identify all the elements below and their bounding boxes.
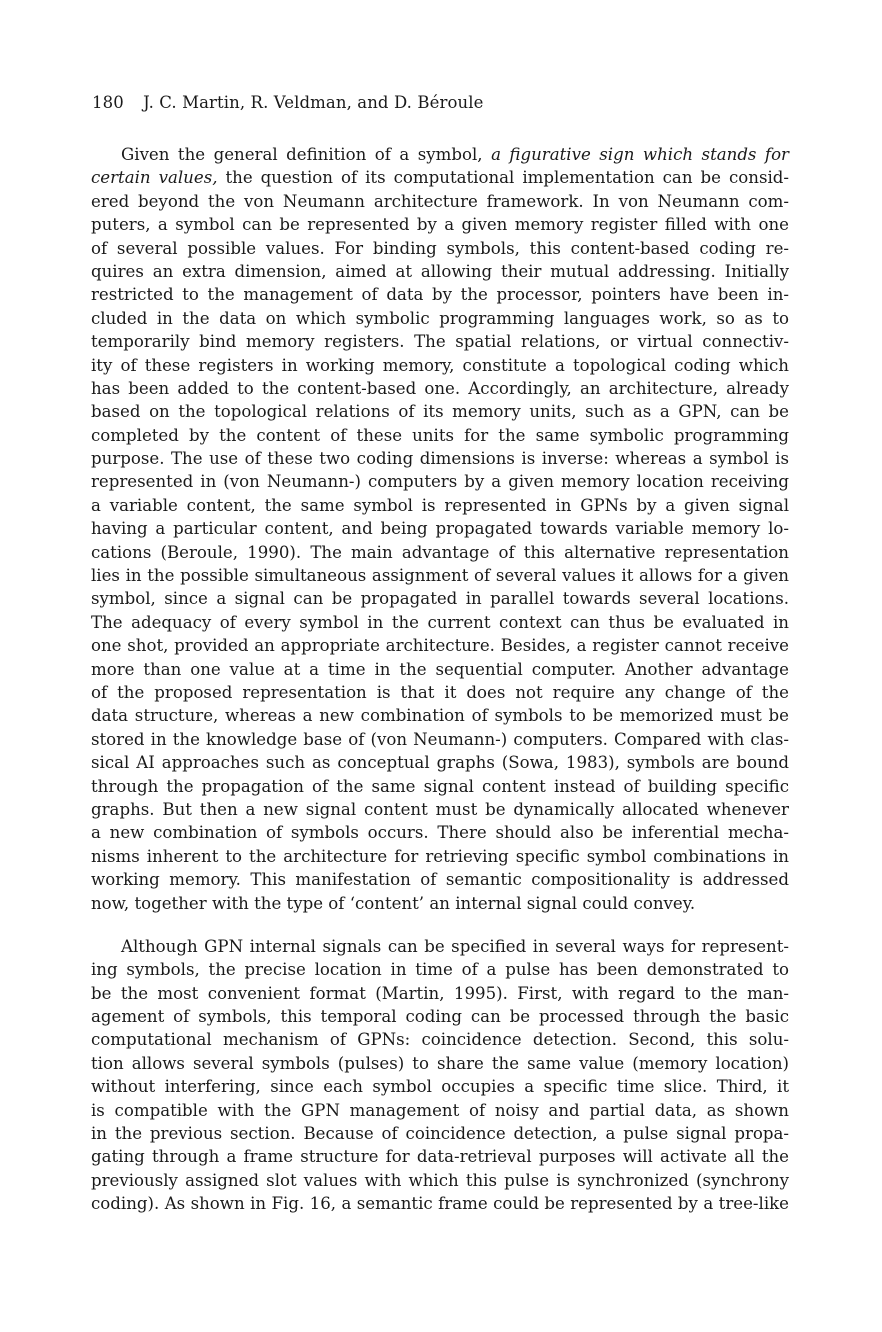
text-line: more than one value at a time in the sequential computer. Another advantage	[91, 659, 789, 679]
text-line: temporarily bind memory registers. The spatial relations, or virtual connectiv-	[91, 332, 789, 352]
italic-phrase: a figurative sign which stands for	[491, 145, 789, 164]
text-line: sical AI approaches such as conceptual graphs (Sowa, 1983), symbols are bound	[91, 753, 789, 773]
text-line: cations (Beroule, 1990). The main advantage of this alternative representation	[91, 542, 789, 562]
paragraph-1-lines	[91, 190, 789, 915]
text-line: lies in the possible simultaneous assignment of several values it allows for a given	[91, 566, 789, 586]
text-line: of several possible values. For binding symbols, this content-based coding re-	[91, 238, 789, 258]
text-line: stored in the knowledge base of (von Neumann-) computers. Compared with clas-	[91, 729, 789, 749]
text-line: puters, a symbol can be represented by a given memory register filled with one	[91, 215, 789, 235]
text-line: ing symbols, the precise location in time of a pulse has been demonstrated to	[91, 960, 789, 980]
paragraph-2	[91, 935, 789, 1216]
text-line: based on the topological relations of its memory units, such as a GPN, can be	[91, 402, 789, 422]
text-line: one shot, provided an appropriate architecture. Besides, a register cannot receive	[91, 636, 789, 656]
text-line: nisms inherent to the architecture for retrieving specific symbol combinations in	[91, 846, 789, 866]
paragraph-1	[91, 143, 789, 915]
text-line: working memory. This manifestation of semantic compositionality is addressed	[91, 870, 789, 890]
text-line: quires an extra dimension, aimed at allowing their mutual addressing. Initially	[91, 261, 789, 281]
text-line: through the propagation of the same signal content instead of building specific	[91, 776, 789, 796]
text-line: represented in (von Neumann-) computers by a given memory location receiving	[91, 472, 789, 492]
text-line: has been added to the content-based one. Accordingly, an architecture, already	[91, 378, 789, 398]
text-line: tion allows several symbols (pulses) to share the same value (memory location)	[91, 1053, 789, 1073]
text-line: a variable content, the same symbol is represented in GPNs by a given signal	[91, 495, 789, 515]
text-line: now, together with the type of ‘content’ an internal signal could convey.	[91, 893, 696, 913]
body-text	[91, 143, 789, 1216]
text-line: symbol, since a signal can be propagated in parallel towards several locations.	[91, 589, 789, 609]
running-header	[92, 93, 483, 112]
text-line: a new combination of symbols occurs. There should also be inferential mecha-	[91, 823, 789, 843]
text-line: computational mechanism of GPNs: coincidence detection. Second, this solu-	[91, 1030, 789, 1050]
text-span: the question of its computational implementation can be consid-	[217, 168, 789, 188]
text-line: of the proposed representation is that it does not require any change of the	[91, 682, 789, 702]
text-line	[91, 143, 789, 166]
running-header-authors: J. C. Martin, R. Veldman, and D. Béroule	[143, 93, 484, 112]
text-line: purpose. The use of these two coding dimensions is inverse: whereas a symbol is	[91, 449, 789, 469]
text-span: Given the general definition of a symbol,	[121, 145, 492, 164]
text-line	[91, 166, 789, 189]
text-line: gating through a frame structure for data-retrieval purposes will activate all the	[91, 1147, 789, 1167]
text-line: The adequacy of every symbol in the current context can thus be evaluated in	[91, 612, 789, 632]
text-line: restricted to the management of data by the processor, pointers have been in-	[91, 285, 789, 305]
page-number: 180	[92, 93, 124, 112]
paragraph-2-lines	[91, 935, 789, 1216]
text-line: previously assigned slot values with which this pulse is synchronized (synchrony	[91, 1170, 789, 1190]
text-line: be the most convenient format (Martin, 1995). First, with regard to the man-	[91, 983, 789, 1003]
text-line: in the previous section. Because of coincidence detection, a pulse signal propa-	[91, 1124, 789, 1144]
text-line: graphs. But then a new signal content must be dynamically allocated whenever	[91, 799, 789, 819]
text-line: ered beyond the von Neumann architecture framework. In von Neumann com-	[91, 191, 789, 211]
text-line: data structure, whereas a new combination of symbols to be memorized must be	[91, 706, 789, 726]
text-line: cluded in the data on which symbolic programming languages work, so as to	[91, 308, 789, 328]
text-line: ity of these registers in working memory, constitute a topological coding which	[91, 355, 789, 375]
text-line: Although GPN internal signals can be specified in several ways for represent-	[121, 936, 789, 956]
text-line: without interfering, since each symbol occupies a specific time slice. Third, it	[91, 1077, 789, 1097]
text-line: is compatible with the GPN management of noisy and partial data, as shown	[91, 1100, 789, 1120]
italic-phrase: certain values,	[91, 168, 218, 188]
text-line: completed by the content of these units for the same symbolic programming	[91, 425, 789, 445]
text-line: coding). As shown in Fig. 16, a semantic frame could be represented by a tree-like	[91, 1194, 789, 1214]
text-line: having a particular content, and being propagated towards variable memory lo-	[91, 519, 789, 539]
text-line: agement of symbols, this temporal coding can be processed through the basic	[91, 1007, 789, 1027]
